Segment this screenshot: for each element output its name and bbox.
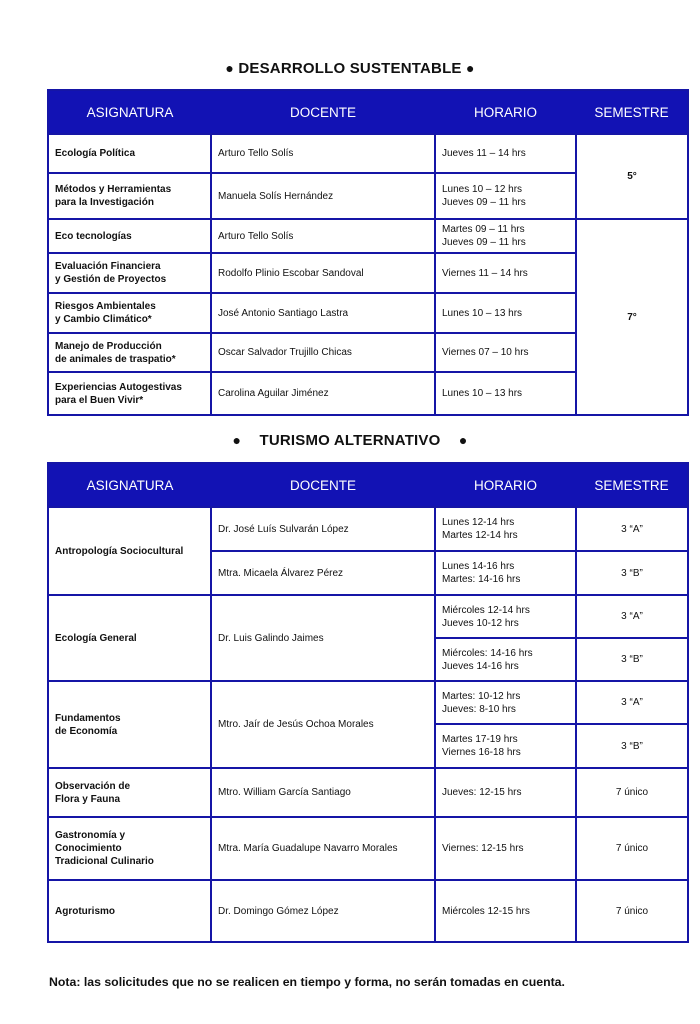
semester-cell: 3 “A” xyxy=(576,507,688,551)
header-docente: DOCENTE xyxy=(211,90,435,134)
table-row xyxy=(48,595,688,638)
table-row xyxy=(48,768,688,817)
subject-line: Evaluación Financiera xyxy=(55,261,161,272)
schedule-line: Viernes: 12-15 hrs xyxy=(442,843,524,854)
teacher-cell: Rodolfo Plinio Escobar Sandoval xyxy=(211,253,435,293)
subject-cell xyxy=(48,253,211,293)
schedule-cell xyxy=(435,219,576,253)
subject-line: Fundamentos xyxy=(55,712,121,724)
bullet-icon: ● xyxy=(225,60,234,76)
teacher-cell: Dr. Luis Galindo Jaimes xyxy=(211,595,435,681)
semester-cell: 3 “B” xyxy=(576,551,688,595)
semester-cell: 7 único xyxy=(576,768,688,817)
subject-line: de Economía xyxy=(55,725,118,737)
teacher-cell: Dr. José Luís Sulvarán López xyxy=(211,507,435,551)
schedule-line: Martes: 10-12 hrs xyxy=(442,690,521,702)
schedule-line: Viernes 07 – 10 hrs xyxy=(442,347,529,358)
subject-cell xyxy=(48,219,211,253)
teacher-cell: Mtra. María Guadalupe Navarro Morales xyxy=(211,817,435,880)
semester-cell: 7 único xyxy=(576,880,688,942)
schedule-line: Martes 09 – 11 hrs xyxy=(442,224,525,235)
teacher-cell: Mtro. Jaír de Jesús Ochoa Morales xyxy=(211,681,435,768)
header-semestre: SEMESTRE xyxy=(576,90,688,134)
subject-line: Flora y Fauna xyxy=(55,793,121,805)
teacher-cell: Manuela Solís Hernández xyxy=(211,173,435,219)
schedule-cell xyxy=(435,638,576,681)
schedule-line: Lunes 14-16 hrs xyxy=(442,561,515,572)
semester-cell: 3 “A” xyxy=(576,595,688,638)
schedule-cell xyxy=(435,681,576,724)
schedule-line: Lunes 10 – 13 hrs xyxy=(442,307,523,319)
semester-cell: 3 “A” xyxy=(576,681,688,724)
subject-line: Observación de xyxy=(55,780,131,792)
table-row xyxy=(48,219,688,253)
teacher-cell: Dr. Domingo Gómez López xyxy=(211,880,435,942)
schedule-line: Lunes 10 – 13 hrs xyxy=(442,388,523,399)
schedule-line: Jueves 11 – 14 hrs xyxy=(442,148,526,159)
schedule-line: Jueves: 8-10 hrs xyxy=(442,703,516,715)
schedule-cell xyxy=(435,817,576,880)
schedule-line: Jueves: 12-15 hrs xyxy=(442,787,522,798)
teacher-cell: Mtra. Micaela Álvarez Pérez xyxy=(211,551,435,595)
section-title-turismo xyxy=(0,432,700,449)
section-title-desarrollo xyxy=(0,60,700,77)
table-row xyxy=(48,817,688,880)
schedule-line: Martes 12-14 hrs xyxy=(442,530,518,541)
subject-line: Tradicional Culinario xyxy=(55,856,154,867)
teacher-cell: Arturo Tello Solís xyxy=(211,219,435,253)
table-row xyxy=(48,681,688,724)
subject-cell xyxy=(48,293,211,333)
footer-note: Nota: las solicitudes que no se realicen en tiempo y forma, no serán tomadas en cuenta. xyxy=(49,975,565,989)
subject-line: Antropología Sociocultural xyxy=(55,545,184,557)
semester-cell: 5° xyxy=(576,134,688,219)
subject-line: Experiencias Autogestivas xyxy=(55,381,182,393)
bullet-icon: ● xyxy=(232,432,242,448)
header-asignatura: ASIGNATURA xyxy=(48,90,211,134)
subject-line: para el Buen Vivir* xyxy=(55,394,144,406)
subject-cell xyxy=(48,768,211,817)
schedule-cell xyxy=(435,724,576,768)
teacher-cell: Carolina Aguilar Jiménez xyxy=(211,372,435,415)
schedule-line: Martes: 14-16 hrs xyxy=(442,574,521,585)
subject-cell xyxy=(48,817,211,880)
semester-cell: 3 “B” xyxy=(576,638,688,681)
teacher-cell: Oscar Salvador Trujillo Chicas xyxy=(211,333,435,372)
subject-cell xyxy=(48,134,211,173)
table-header-row xyxy=(48,90,688,134)
section-title-text: DESARROLLO SUSTENTABLE xyxy=(238,60,462,77)
schedule-line: Miércoles 12-14 hrs xyxy=(442,604,530,616)
header-horario: HORARIO xyxy=(435,90,576,134)
schedule-cell xyxy=(435,293,576,333)
bullet-icon: ● xyxy=(458,432,468,448)
subject-cell xyxy=(48,595,211,681)
schedule-line: Lunes 10 – 12 hrs xyxy=(442,184,523,195)
subject-line: de animales de traspatio* xyxy=(55,353,176,365)
schedule-cell xyxy=(435,551,576,595)
schedule-line: Jueves 14-16 hrs xyxy=(442,660,519,672)
table-row xyxy=(48,507,688,551)
schedule-line: Jueves 09 – 11 hrs xyxy=(442,197,526,208)
semester-cell: 7 único xyxy=(576,817,688,880)
table-header-row xyxy=(48,463,688,507)
subject-line: Eco tecnologías xyxy=(55,230,132,242)
schedule-line: Jueves 10-12 hrs xyxy=(442,617,519,629)
schedule-cell xyxy=(435,507,576,551)
teacher-cell: Mtro. William García Santiago xyxy=(211,768,435,817)
semester-cell: 7° xyxy=(576,219,688,415)
schedule-line: Lunes 12-14 hrs xyxy=(442,517,515,528)
header-asignatura: ASIGNATURA xyxy=(48,463,211,507)
subject-cell xyxy=(48,880,211,942)
subject-line: Ecología General xyxy=(55,632,137,644)
subject-line: Riesgos Ambientales xyxy=(55,301,156,312)
subject-cell xyxy=(48,333,211,372)
schedule-cell xyxy=(435,173,576,219)
schedule-line: Jueves 09 – 11 hrs xyxy=(442,237,526,248)
section-title-text: TURISMO ALTERNATIVO xyxy=(259,432,441,449)
subject-line: Gastronomía y xyxy=(55,830,126,841)
subject-cell xyxy=(48,372,211,415)
schedule-cell xyxy=(435,595,576,638)
subject-line: Agroturismo xyxy=(55,905,115,917)
header-horario: HORARIO xyxy=(435,463,576,507)
schedule-line: Viernes 16-18 hrs xyxy=(442,747,521,758)
subject-line: Ecología Política xyxy=(55,148,136,159)
subject-line: y Gestión de Proyectos xyxy=(55,274,167,285)
subject-line: Métodos y Herramientas xyxy=(55,184,172,195)
schedule-line: Martes 17-19 hrs xyxy=(442,734,518,745)
header-docente: DOCENTE xyxy=(211,463,435,507)
subject-line: para la Investigación xyxy=(55,197,154,208)
schedule-line: Viernes 11 – 14 hrs xyxy=(442,267,528,279)
table-row xyxy=(48,134,688,173)
turismo-table xyxy=(47,462,689,943)
semester-cell: 3 “B” xyxy=(576,724,688,768)
schedule-cell xyxy=(435,333,576,372)
schedule-cell xyxy=(435,768,576,817)
teacher-cell: José Antonio Santiago Lastra xyxy=(211,293,435,333)
schedule-cell xyxy=(435,880,576,942)
schedule-cell xyxy=(435,253,576,293)
schedule-line: Miércoles 12-15 hrs xyxy=(442,905,530,917)
subject-line: y Cambio Climático* xyxy=(55,314,152,325)
schedule-line: Miércoles: 14-16 hrs xyxy=(442,647,533,659)
desarrollo-table xyxy=(47,89,689,416)
subject-line: Manejo de Producción xyxy=(55,340,162,352)
table-row xyxy=(48,880,688,942)
schedule-cell xyxy=(435,372,576,415)
teacher-cell: Arturo Tello Solís xyxy=(211,134,435,173)
subject-cell xyxy=(48,173,211,219)
subject-cell xyxy=(48,681,211,768)
header-semestre: SEMESTRE xyxy=(576,463,688,507)
bullet-icon: ● xyxy=(466,60,475,76)
subject-cell xyxy=(48,507,211,595)
subject-line: Conocimiento xyxy=(55,843,122,854)
schedule-cell xyxy=(435,134,576,173)
